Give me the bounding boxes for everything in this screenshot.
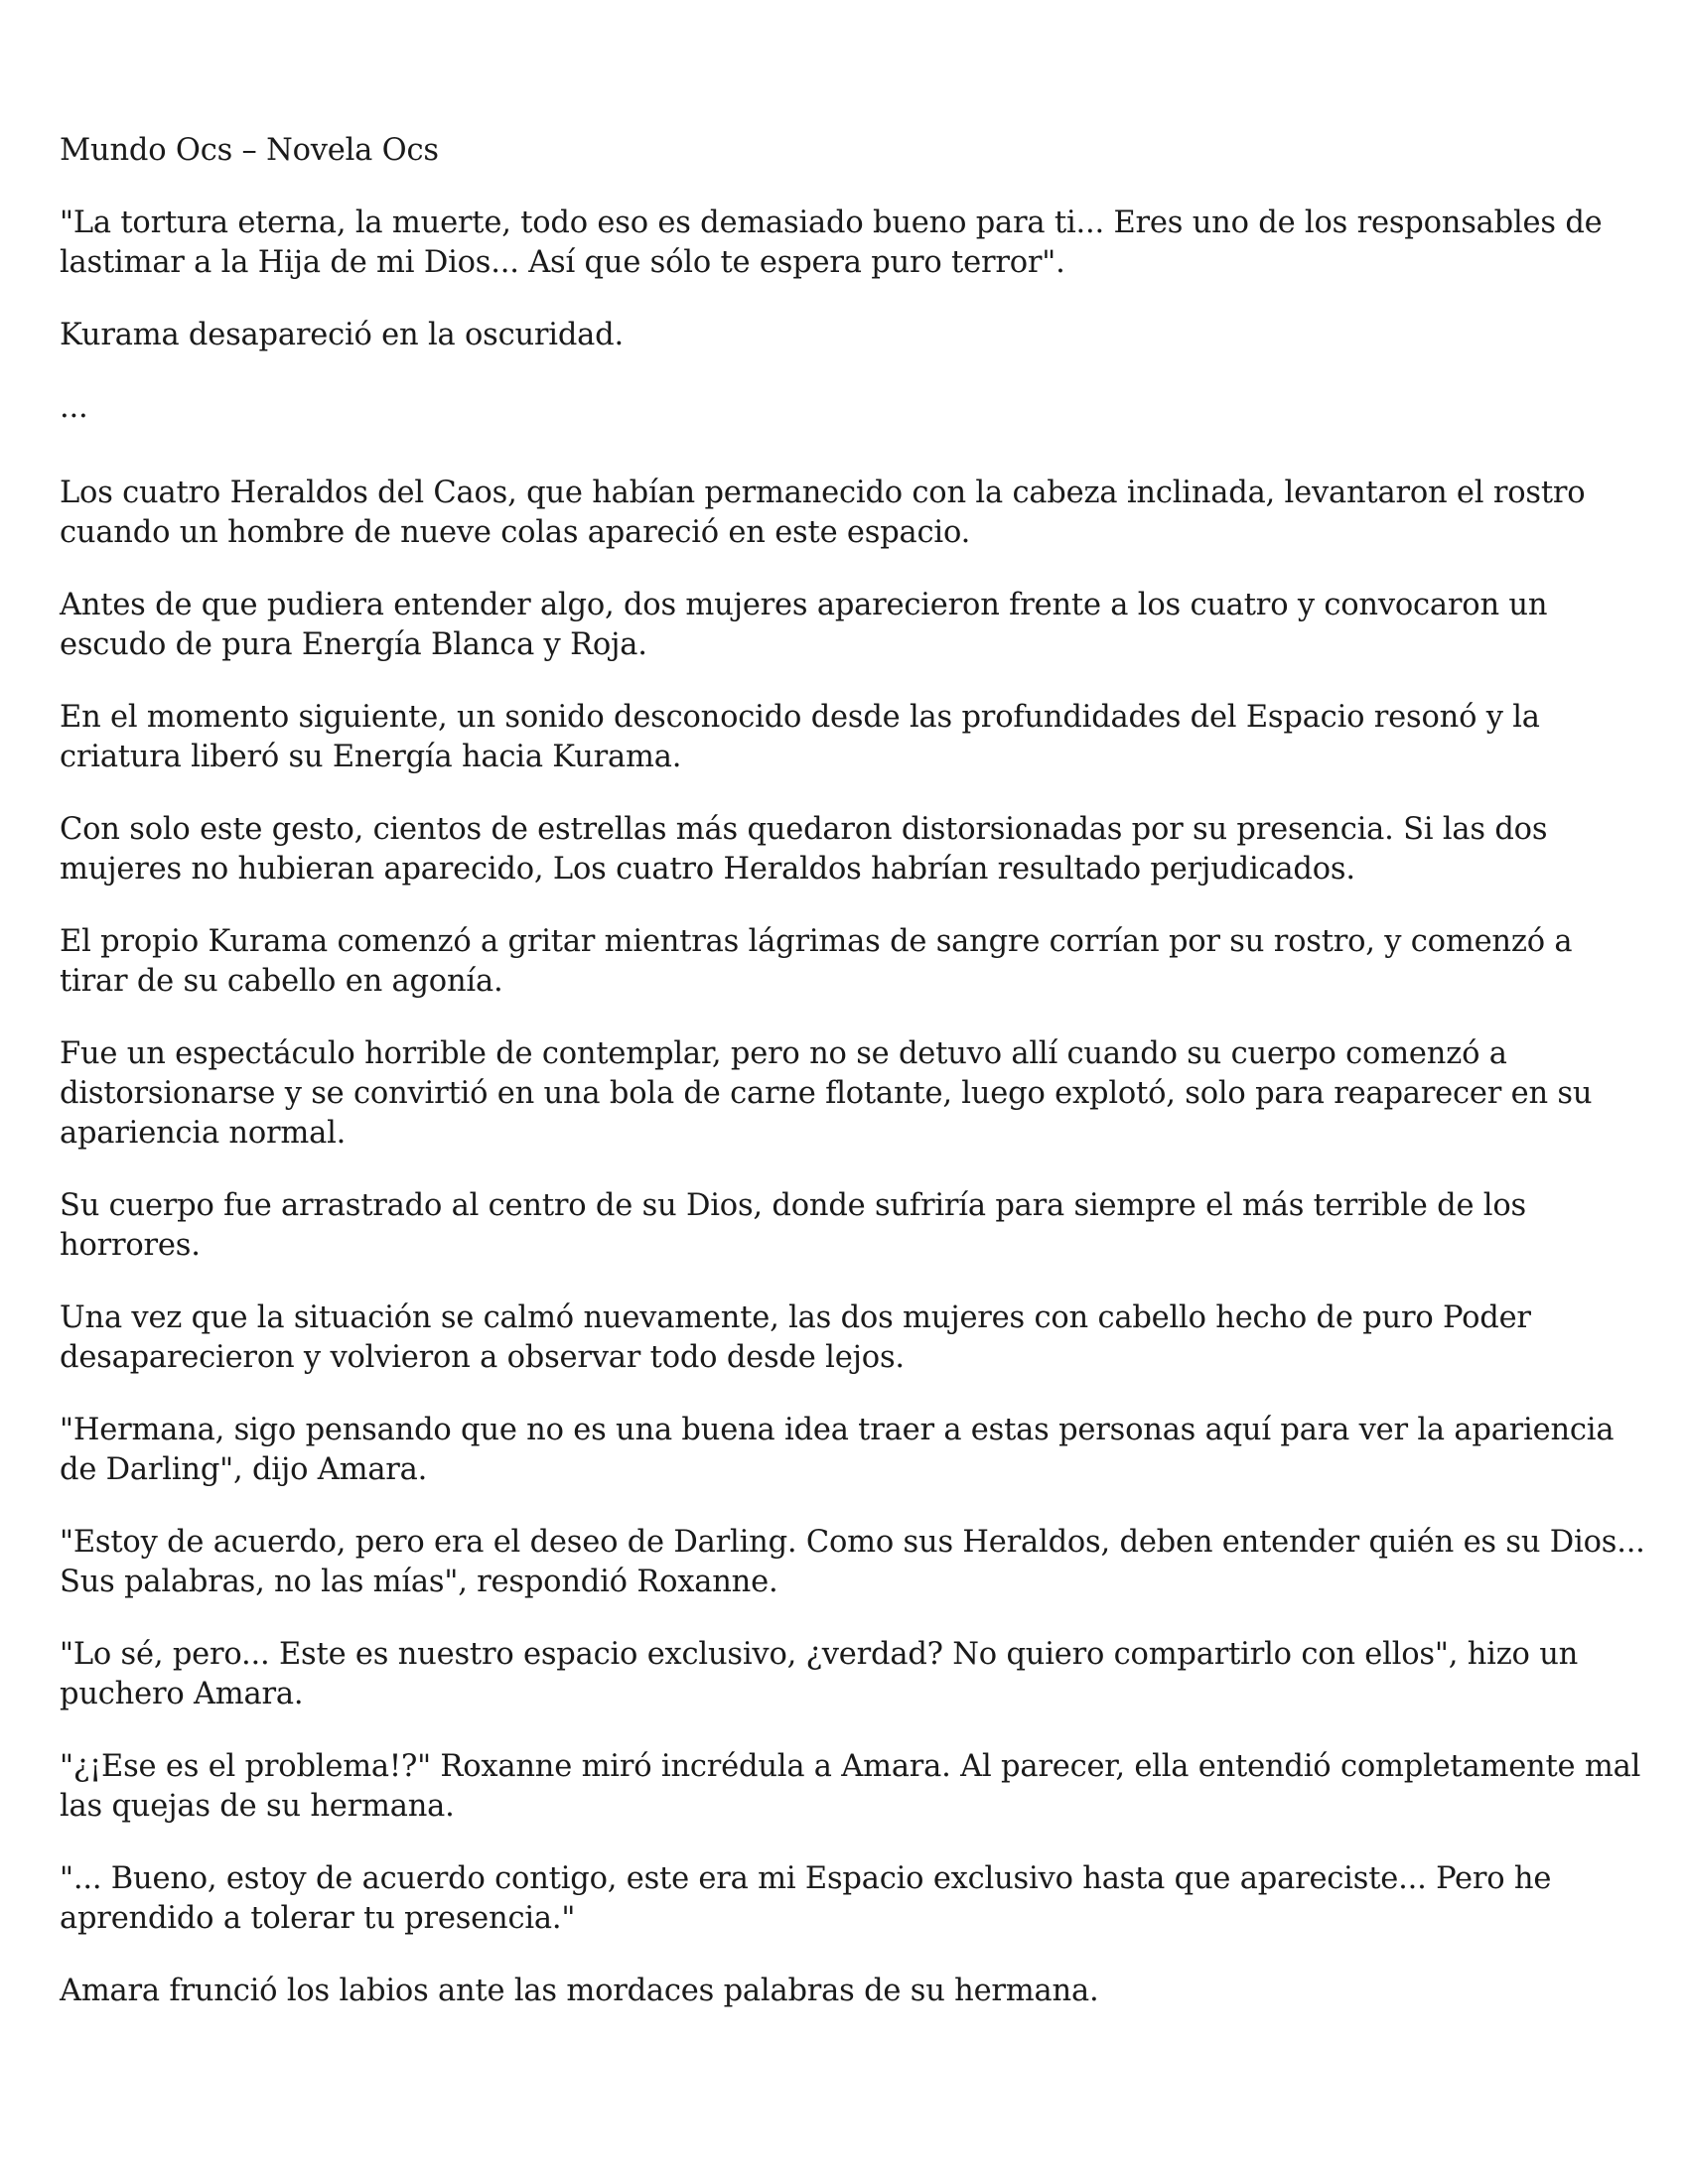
paragraph: "¿¡Ese es el problema!?" Roxanne miró incrédula a Amara. Al parecer, ella entendió completamente mal las quejas de su hermana. (60, 1749, 1641, 1824)
paragraph: "Lo sé, pero... Este es nuestro espacio exclusivo, ¿verdad? No quiero compartirlo con ellos", hizo un puchero Amara. (60, 1637, 1579, 1711)
paragraph: Los cuatro Heraldos del Caos, que habían permanecido con la cabeza inclinada, levantaron el rostro cuando un hombre de nueve colas apareció en este espacio. (60, 476, 1586, 550)
paragraph: Fue un espectáculo horrible de contemplar, pero no se detuvo allí cuando su cuerpo comenzó a distorsionarse y se convirtió en una bola de carne flotante, luego explotó, solo para reaparecer en su apariencia normal. (60, 1036, 1593, 1151)
paragraph: El propio Kurama comenzó a gritar mientras lágrimas de sangre corrían por su rostro, y comenzó a tirar de su cabello en agonía. (60, 924, 1573, 999)
scene-break: ... (60, 390, 88, 425)
paragraph: En el momento siguiente, un sonido desconocido desde las profundidades del Espacio resonó y la criatura liberó su Energía hacia Kurama. (60, 700, 1540, 774)
document-page (60, 131, 1648, 2044)
paragraph: "Hermana, sigo pensando que no es una buena idea traer a estas personas aquí para ver la apariencia de Darling", dijo Amara. (60, 1413, 1615, 1487)
paragraph: Antes de que pudiera entender algo, dos mujeres aparecieron frente a los cuatro y convocaron un escudo de pura Energía Blanca y Roja. (60, 588, 1548, 662)
document-header: Mundo Ocs – Novela Ocs (60, 133, 439, 168)
paragraph: Su cuerpo fue arrastrado al centro de su Dios, donde sufriría para siempre el más terrible de los horrores. (60, 1188, 1526, 1263)
paragraph: "... Bueno, estoy de acuerdo contigo, este era mi Espacio exclusivo hasta que apareciste... Pero he aprendido a tolerar tu presencia." (60, 1861, 1552, 1936)
paragraph: Amara frunció los labios ante las mordaces palabras de su hermana. (60, 1974, 1099, 2008)
paragraph: "La tortura eterna, la muerte, todo eso es demasiado bueno para ti... Eres uno de los responsables de lastimar a la Hija de mi Dios... Así que sólo te espera puro terror". (60, 205, 1603, 280)
paragraph: Una vez que la situación se calmó nuevamente, las dos mujeres con cabello hecho de puro Poder desaparecieron y volvieron a observar todo desde lejos. (60, 1300, 1531, 1375)
paragraph: Con solo este gesto, cientos de estrellas más quedaron distorsionadas por su presencia. Si las dos mujeres no hubieran aparecido, Los cuatro Heraldos habrían resultado perjudicados. (60, 812, 1548, 887)
paragraph: Kurama desapareció en la oscuridad. (60, 318, 624, 352)
paragraph: "Estoy de acuerdo, pero era el deseo de Darling. Como sus Heraldos, deben entender quién es su Dios... Sus palabras, no las mías", respondió Roxanne. (60, 1525, 1645, 1599)
